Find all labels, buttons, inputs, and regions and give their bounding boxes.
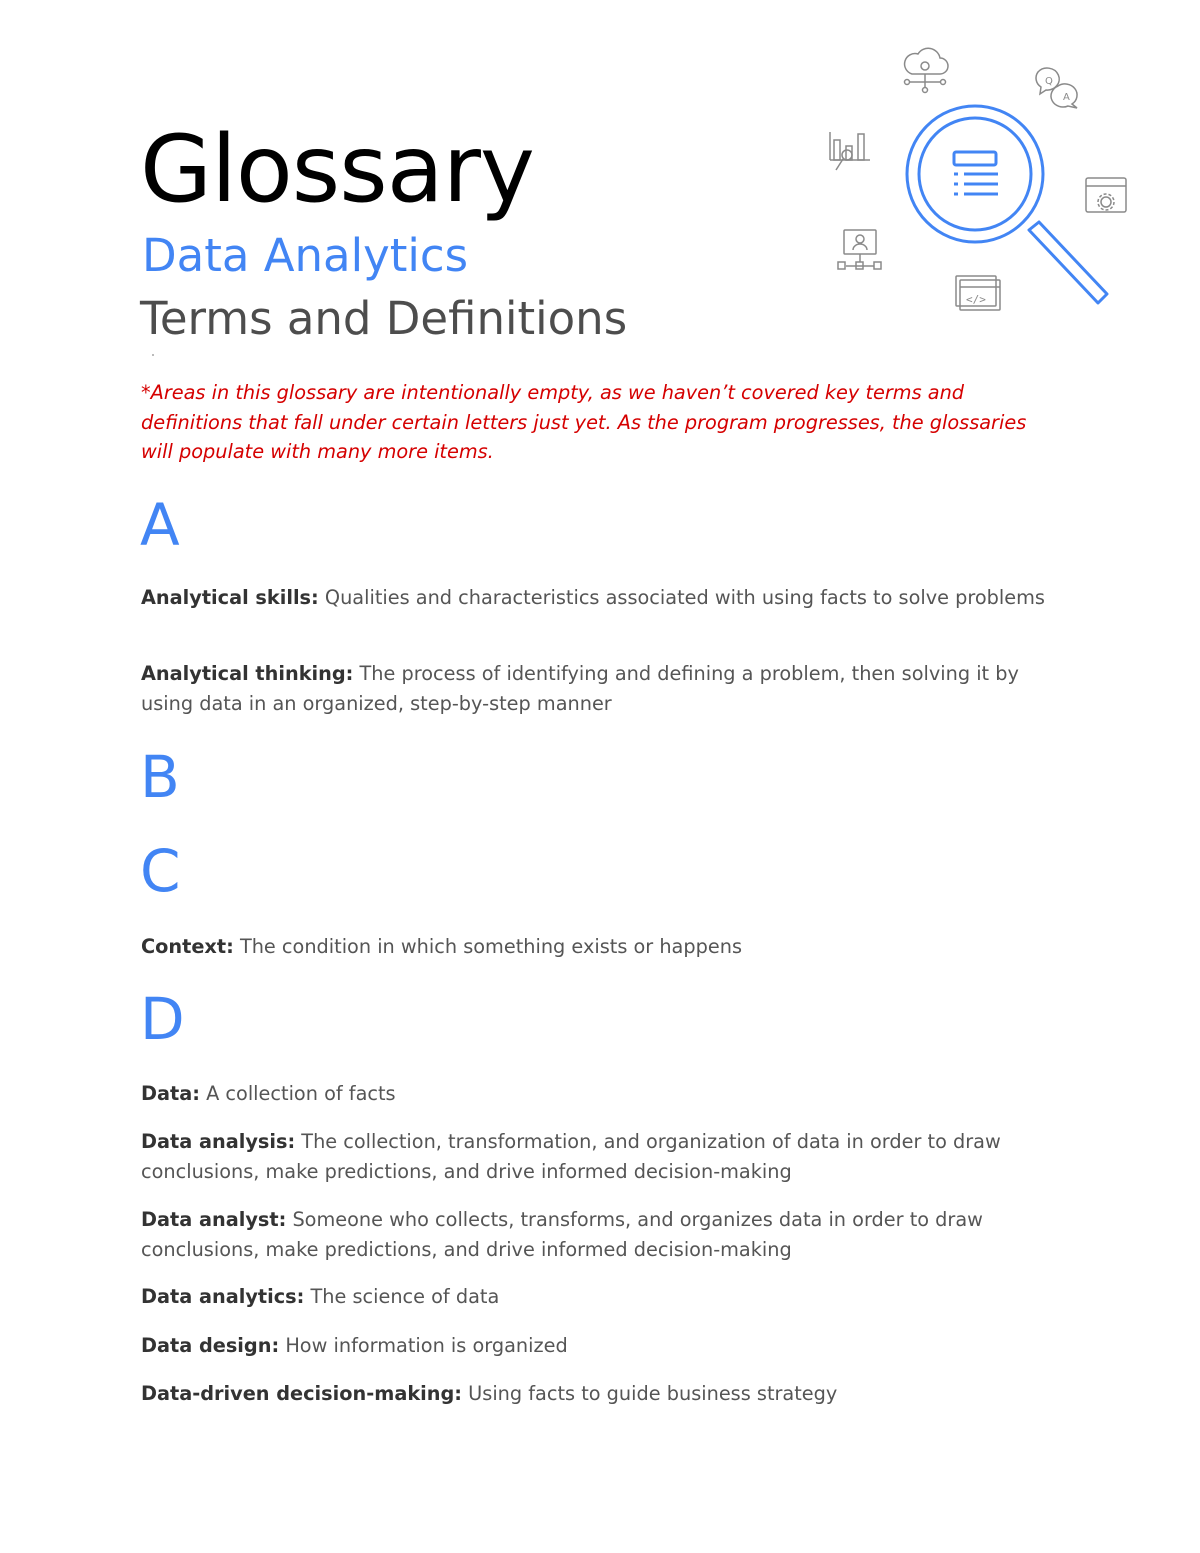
section-letter-d: D <box>140 985 185 1053</box>
entry-term: Data analytics: <box>141 1285 305 1308</box>
page-subheading: Terms and Definitions <box>140 292 628 345</box>
page-subtitle: Data Analytics <box>142 229 469 282</box>
settings-window-icon <box>1086 178 1126 212</box>
chat-a-glyph: A <box>1063 92 1070 103</box>
code-glyph: </> <box>966 293 986 306</box>
entry-definition: How information is organized <box>285 1334 568 1357</box>
entry-term: Analytical skills: <box>141 586 319 609</box>
page-title: Glossary <box>140 115 534 223</box>
divider-dot <box>152 354 154 356</box>
entry-term: Analytical thinking: <box>141 662 354 685</box>
glossary-entry <box>141 1205 1071 1264</box>
glossary-entry <box>141 1282 1071 1312</box>
magnifier-icon <box>907 106 1107 303</box>
entry-definition: The collection, transformation, and organization of data in order to draw conclusions, make predictions, and drive informed decision-making <box>141 1130 1001 1183</box>
entry-term: Data: <box>141 1082 200 1105</box>
glossary-entry <box>141 932 1071 962</box>
entry-definition: Qualities and characteristics associated with using facts to solve problems <box>324 586 1045 609</box>
chat-qa-icon <box>1036 68 1077 108</box>
glossary-illustration <box>820 44 1140 320</box>
entry-definition: Someone who collects, transforms, and organizes data in order to draw conclusions, make predictions, and drive informed decision-making <box>141 1208 983 1261</box>
section-letter-a: A <box>140 491 180 559</box>
entry-definition: A collection of facts <box>206 1082 396 1105</box>
glossary-entry <box>141 659 1071 718</box>
user-network-icon <box>838 230 881 269</box>
glossary-entry <box>141 1379 1071 1409</box>
entry-definition: Using facts to guide business strategy <box>468 1382 838 1405</box>
glossary-entry <box>141 1079 1071 1109</box>
entry-term: Data design: <box>141 1334 280 1357</box>
code-window-icon <box>956 276 1000 310</box>
entry-term: Data analysis: <box>141 1130 296 1153</box>
glossary-entry <box>141 1331 1071 1361</box>
bar-chart-icon <box>830 132 870 170</box>
glossary-entry <box>141 583 1071 613</box>
entry-term: Data-driven decision-making: <box>141 1382 463 1405</box>
entry-term: Data analyst: <box>141 1208 287 1231</box>
chat-q-glyph: Q <box>1045 76 1053 87</box>
glossary-entry <box>141 1127 1071 1186</box>
entry-definition: The condition in which something exists or happens <box>239 935 742 958</box>
entry-definition: The science of data <box>310 1285 500 1308</box>
section-letter-c: C <box>140 837 181 905</box>
cloud-network-icon <box>905 48 949 92</box>
glossary-note: *Areas in this glossary are intentionally empty, as we haven’t covered key terms and definitions that fall under certain letters just yet. As the program progresses, the glossaries will populate with many more items. <box>141 381 1027 463</box>
section-letter-b: B <box>140 743 180 811</box>
entry-definition: The process of identifying and defining a problem, then solving it by using data in an organized, step-by-step manner <box>141 662 1019 715</box>
entry-term: Context: <box>141 935 234 958</box>
